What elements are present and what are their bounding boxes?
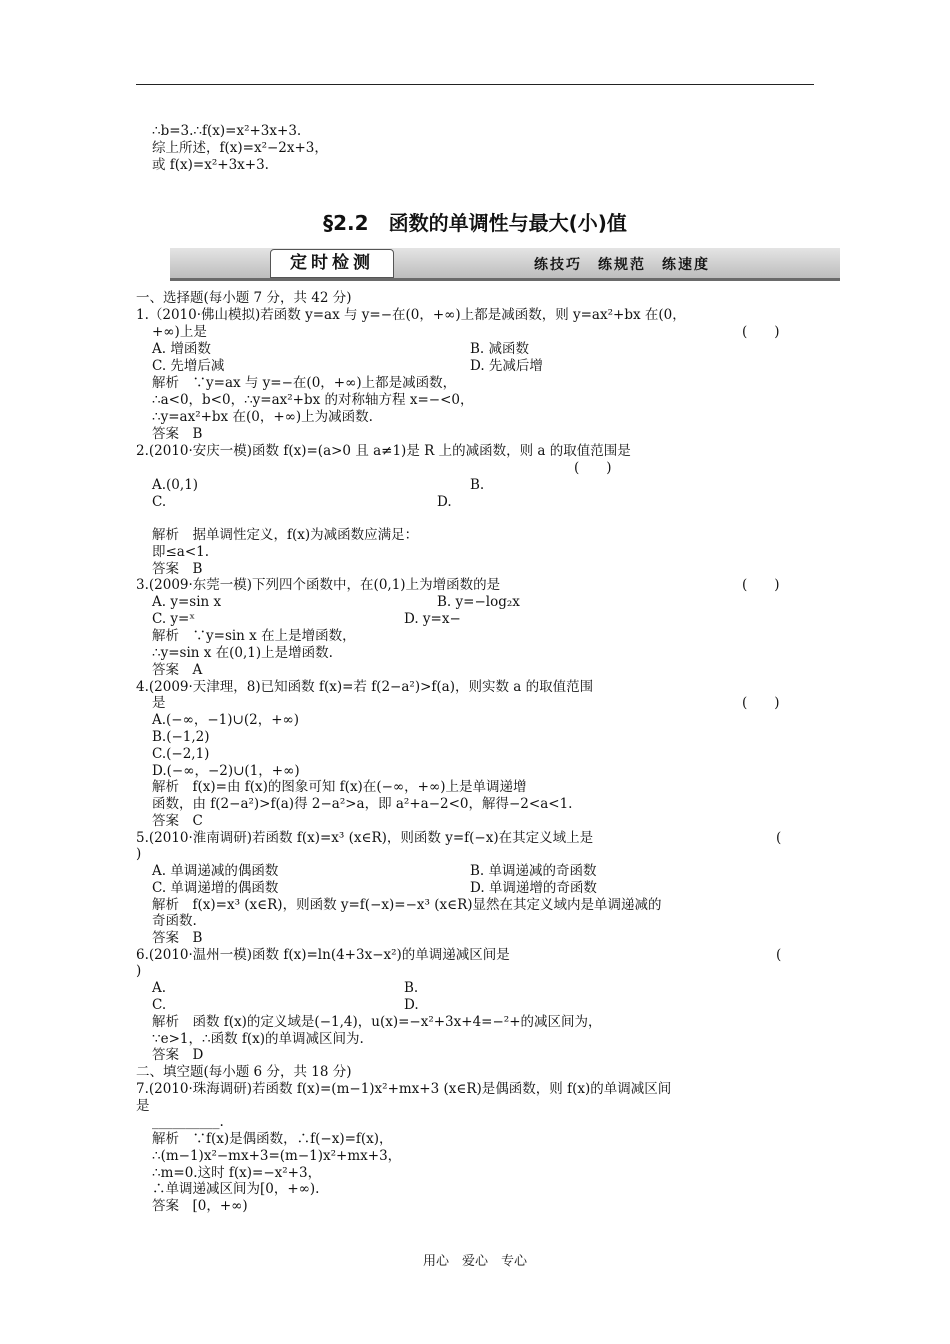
text-line: ∴单调递减区间为[0，+∞). bbox=[152, 1181, 320, 1197]
text-line: 答案 [0，+∞) bbox=[152, 1198, 248, 1214]
text-line: +∞)上是 bbox=[152, 324, 207, 340]
text-line: D. 先减后增 bbox=[470, 358, 543, 374]
top-rule bbox=[136, 84, 814, 85]
text-line: 解析 函数 f(x)的定义域是(−1,4)，u(x)=−x²+3x+4=−²+的减区间为， bbox=[152, 1014, 602, 1030]
text-line: 函数，由 f(2−a²)>f(a)得 2−a²>a，即 a²+a−2<0，解得−2<a<1. bbox=[152, 796, 573, 812]
text-line: 即≤a<1. bbox=[152, 544, 210, 560]
text-line: 答案 D bbox=[152, 1047, 204, 1063]
text-line: B. 减函数 bbox=[470, 341, 530, 357]
text-line: B. bbox=[404, 980, 419, 996]
text-line: 解析 ∵y=sin x 在上是增函数， bbox=[152, 628, 356, 644]
text-line: 6.(2010·温州一模)函数 f(x)=ln(4+3x−x²)的单调递减区间是 bbox=[136, 947, 510, 963]
banner-tab: 定时检测 bbox=[270, 249, 394, 278]
text-line: B. y=−log₂x bbox=[437, 594, 520, 610]
solution-line: ∴b=3.∴f(x)=x²+3x+3. bbox=[152, 123, 302, 139]
solution-line: 或 f(x)=x²+3x+3. bbox=[152, 157, 269, 173]
text-line: 答案 A bbox=[152, 662, 203, 678]
text-line: 7.(2010·珠海调研)若函数 f(x)=(m−1)x²+mx+3 (x∈R)是偶函数，则 f(x)的单调减区间 bbox=[136, 1081, 672, 1097]
text-line: 解析 ∵y=ax 与 y=−在(0，+∞)上都是减函数， bbox=[152, 375, 457, 391]
text-line: A.(−∞，−1)∪(2，+∞) bbox=[152, 712, 300, 728]
text-line: 二、填空题(每小题 6 分，共 18 分) bbox=[136, 1064, 352, 1080]
text-line: D. 单调递增的奇函数 bbox=[470, 880, 597, 896]
text-line: ∴y=sin x 在(0,1)上是增函数. bbox=[152, 645, 333, 661]
text-line: 解析 据单调性定义，f(x)为减函数应满足： bbox=[152, 527, 419, 543]
text-line: D. bbox=[437, 494, 452, 510]
text-line: 是 bbox=[136, 1098, 150, 1114]
text-line: B. bbox=[470, 477, 485, 493]
text-line: B.(−1,2) bbox=[152, 729, 210, 745]
text-line: A. 单调递减的偶函数 bbox=[152, 863, 279, 879]
answer-bracket: ( ) bbox=[742, 324, 780, 340]
text-line: A.(0,1) bbox=[152, 477, 199, 493]
answer-bracket: ( bbox=[776, 947, 782, 963]
text-line: A. 增函数 bbox=[152, 341, 211, 357]
banner-motto: 练技巧 练规范 练速度 bbox=[534, 257, 710, 273]
text-line: ∵e>1，∴函数 f(x)的单调减区间为. bbox=[152, 1031, 364, 1047]
page-footer: 用心 爱心 专心 bbox=[422, 1254, 527, 1269]
answer-bracket: ( ) bbox=[742, 577, 780, 593]
text-line: 5.(2010·淮南调研)若函数 f(x)=x³ (x∈R)，则函数 y=f(−x)在其定义域上是 bbox=[136, 830, 594, 846]
text-line: 1.（2010·佛山模拟)若函数 y=ax 与 y=−在(0，+∞)上都是减函数，则 y=ax²+bx 在(0， bbox=[136, 307, 686, 323]
text-line: B. 单调递减的奇函数 bbox=[470, 863, 597, 879]
solution-line: 综上所述，f(x)=x²−2x+3， bbox=[152, 140, 328, 156]
text-line: C. 先增后减 bbox=[152, 358, 225, 374]
text-line: C. 单调递增的偶函数 bbox=[152, 880, 279, 896]
text-line: 3.(2009·东莞一模)下列四个函数中，在(0,1)上为增函数的是 bbox=[136, 577, 501, 593]
text-line: 答案 C bbox=[152, 813, 203, 829]
text-line: D.(−∞，−2)∪(1，+∞) bbox=[152, 763, 300, 779]
text-line: 答案 B bbox=[152, 930, 203, 946]
text-line: ) bbox=[136, 846, 142, 862]
text-line: 一、选择题(每小题 7 分，共 42 分) bbox=[136, 290, 352, 306]
answer-bracket: ( ) bbox=[574, 460, 612, 476]
answer-bracket: ( ) bbox=[742, 695, 780, 711]
text-line: D. bbox=[404, 997, 419, 1013]
text-line: 解析 ∵f(x)是偶函数，∴f(−x)=f(x)， bbox=[152, 1131, 393, 1147]
text-line: ∴a<0，b<0，∴y=ax²+bx 的对称轴方程 x=−<0， bbox=[152, 392, 474, 408]
text-line: 4.(2009·天津理，8)已知函数 f(x)=若 f(2−a²)>f(a)，则实数 a 的取值范围 bbox=[136, 679, 594, 695]
text-line: 是 bbox=[152, 695, 166, 711]
text-line: __________. bbox=[152, 1114, 224, 1130]
text-line: C. bbox=[152, 997, 167, 1013]
timed-test-banner bbox=[170, 248, 840, 281]
answer-bracket: ( bbox=[776, 830, 782, 846]
text-line: D. y=x− bbox=[404, 611, 461, 627]
text-line: 奇函数. bbox=[152, 913, 197, 929]
text-line: C.(−2,1) bbox=[152, 746, 210, 762]
text-line: ∴y=ax²+bx 在(0，+∞)上为减函数. bbox=[152, 409, 373, 425]
text-line: ∴(m−1)x²−mx+3=(m−1)x²+mx+3， bbox=[152, 1148, 402, 1164]
text-line: 答案 B bbox=[152, 426, 203, 442]
text-line: C. y=ˣ bbox=[152, 611, 196, 627]
text-line: 解析 f(x)=由 f(x)的图象可知 f(x)在(−∞，+∞)上是单调递增 bbox=[152, 779, 527, 795]
text-line: 解析 f(x)=x³ (x∈R)，则函数 y=f(−x)=−x³ (x∈R)显然在其定义域内是单调递减的 bbox=[152, 897, 662, 913]
text-line: A. y=sin x bbox=[152, 594, 222, 610]
text-line: A. bbox=[152, 980, 167, 996]
text-line: ) bbox=[136, 963, 142, 979]
section-title: §2.2 函数的单调性与最大(小)值 bbox=[323, 211, 627, 235]
text-line: C. bbox=[152, 494, 167, 510]
text-line: 2.(2010·安庆一模)函数 f(x)=(a>0 且 a≠1)是 R 上的减函数，则 a 的取值范围是 bbox=[136, 443, 631, 459]
text-line: ∴m=0.这时 f(x)=−x²+3， bbox=[152, 1165, 322, 1181]
text-line: 答案 B bbox=[152, 561, 203, 577]
